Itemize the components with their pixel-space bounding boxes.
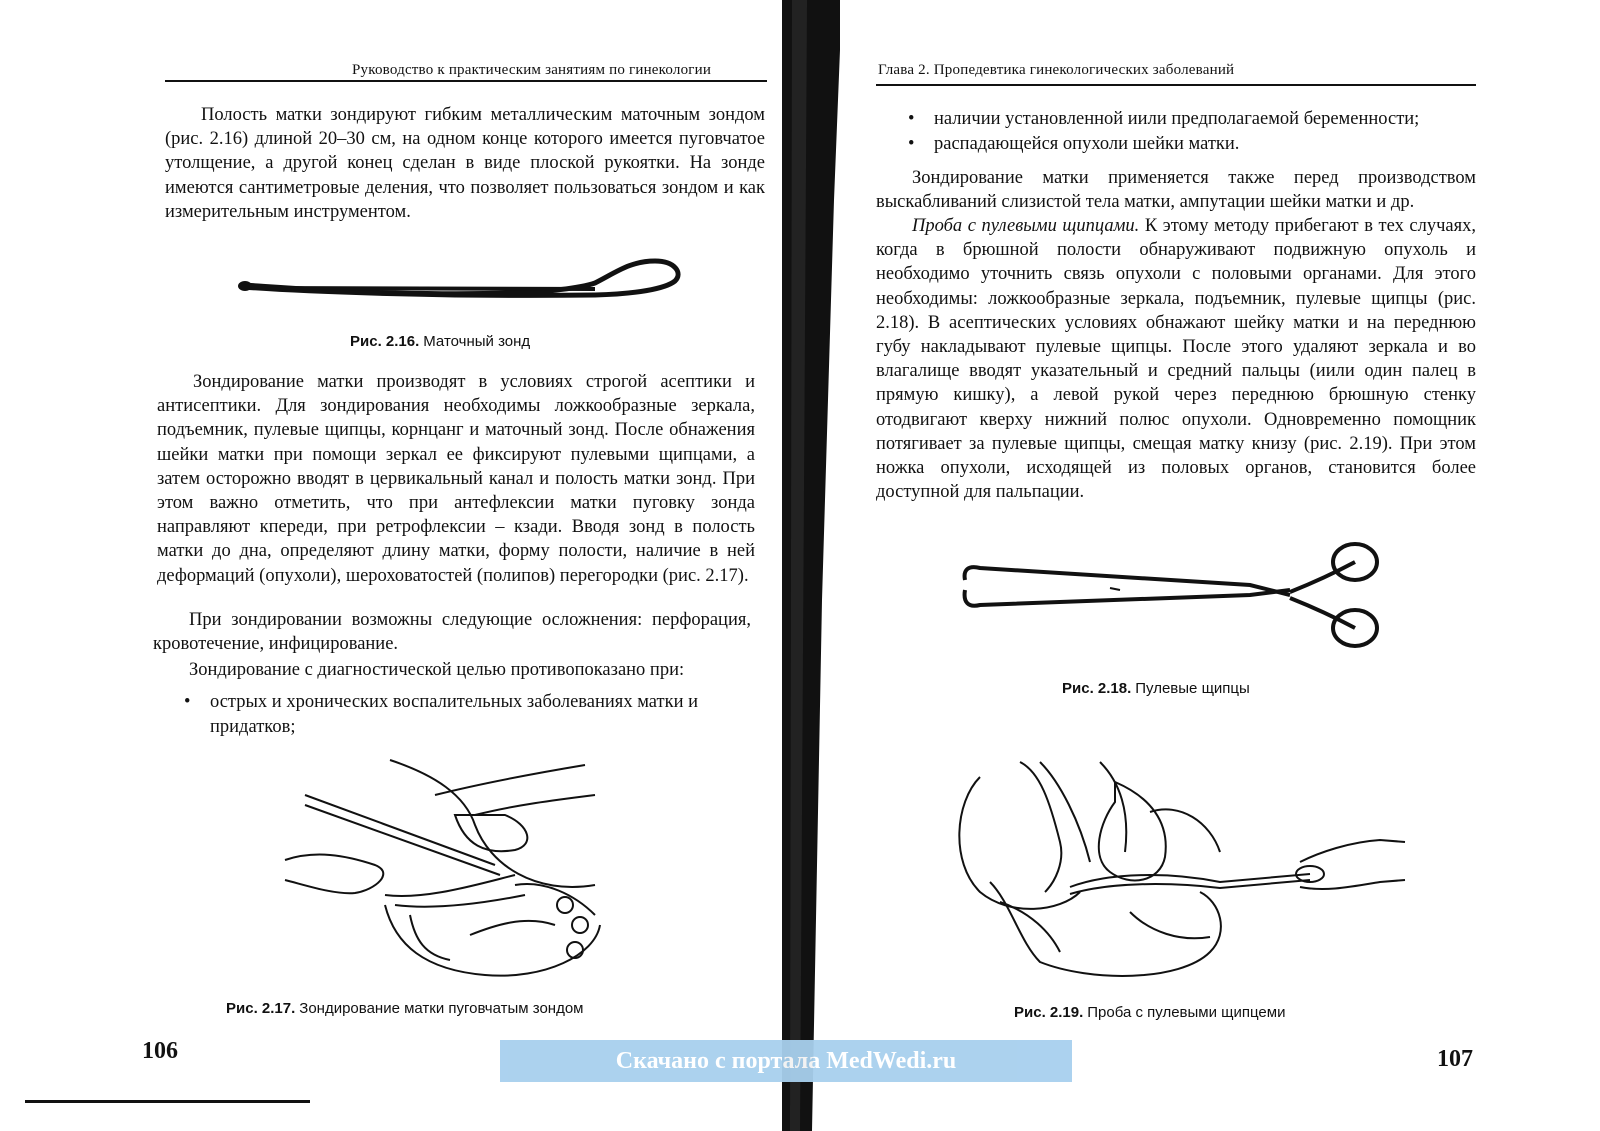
paragraph-2-left: Зондирование матки производят в условиях строгой асептики и антисептики. Для зондирования необходимы ложкообразные зеркала, подъемник, пулевые щипцы, корнцанг и маточный зонд. После обнажения шейки матки при помощи зеркал ее фиксируют пулевыми щипцами, а затем осторожно вводят в цервикальный канал и полость матки зонд. При этом важно отметить, что при антефлексии матки пуговку зонда направляют кпереди, при ретрофлексии – кзади. Вводя зонд в полость матки до дна, определяют длину матки, форму полости, наличие в ней деформаций (опухоли), шероховатостей (полипов) перегородки (рис. 2.17). bbox=[157, 372, 755, 586]
running-head-right: Глава 2. Пропедевтика гинекологических заболеваний bbox=[878, 62, 1235, 78]
bullet-forceps-test-heading: Проба с пулевыми щипцами. bbox=[912, 216, 1140, 236]
list-item: • распадающейся опухоли шейки матки. bbox=[906, 132, 1486, 157]
fig-2-18-caption: Рис. 2.18. Пулевые щипцы bbox=[1062, 680, 1250, 697]
list-item: • наличии установленной иили предполагаемой беременности; bbox=[906, 107, 1486, 132]
paragraph-1-right: Зондирование матки применяется также перед производством выскабливаний слизистой тела матки, ампутации шейки матки и др. bbox=[876, 168, 1476, 213]
contraindications-list-right bbox=[906, 107, 1486, 156]
left-page bbox=[0, 0, 790, 1131]
uterine-probing-figure bbox=[275, 755, 615, 985]
bullet-forceps-test-figure bbox=[950, 742, 1410, 987]
header-rule-left bbox=[165, 80, 767, 82]
running-head-left: Руководство к практическим занятиям по гинекологии bbox=[352, 62, 712, 78]
bottom-rule-left bbox=[25, 1100, 310, 1103]
paragraph-1-left: Полость матки зондируют гибким металлическим маточным зондом (рис. 2.16) длиной 20–30 см, на одном конце которого имеется пуговчатое утолщение, а другой конец сделан в виде плоской рукоятки. На зонде имеются сантиметровые деления, что позволяет пользоваться зондом и как измерительным инструментом. bbox=[165, 105, 765, 222]
uterine-probe-figure bbox=[235, 255, 685, 315]
fig-2-19-caption: Рис. 2.19. Проба с пулевыми щипцеми bbox=[1014, 1004, 1286, 1021]
page-number-left: 106 bbox=[142, 1038, 178, 1064]
bullet-forceps-figure bbox=[960, 540, 1390, 665]
contraindications-list-left bbox=[182, 690, 752, 739]
list-item: • острых и хронических воспалительных заболеваниях матки и придатков; bbox=[182, 690, 752, 739]
header-rule-right bbox=[876, 84, 1476, 86]
paragraph-3-left: При зондировании возможны следующие осложнения: перфорация, кровотечение, инфицирование. bbox=[153, 610, 751, 655]
right-page bbox=[840, 0, 1600, 1131]
book-gutter bbox=[782, 0, 842, 1131]
paragraph-4-left: Зондирование с диагностической целью противопоказано при: bbox=[189, 660, 685, 680]
fig-2-17-caption: Рис. 2.17. Зондирование матки пуговчатым зондом bbox=[226, 1000, 584, 1017]
paragraph-2-right: Проба с пулевыми щипцами. К этому методу прибегают в тех случаях, когда в брюшной полости обнаруживают подвижную опухоль и необходимо уточнить связь опухоли с половыми органами. Для этого необходимы: ложкообразные зеркала, подъемник, пулевые щипцы (рис. 2.18). В асептических условиях обнажают шейку матки и на переднюю губу накладывают пулевые щипцы. После этого удаляют зеркала и во влагалище вводят указательный и средний пальцы (иили один палец в прямую кишку), а левой рукой через переднюю брюшную стенку отодвигают кверху нижний полюс опухоли. Одновременно помощник потягивает за пулевые щипцы, смещая матку книзу (рис. 2.19). При этом ножка опухоли, исходящей из половых органов, становится более доступной для пальпации. bbox=[876, 216, 1476, 503]
download-watermark: Скачано с портала MedWedi.ru bbox=[500, 1040, 1072, 1082]
fig-2-16-caption: Рис. 2.16. Маточный зонд bbox=[350, 333, 531, 350]
page-number-right: 107 bbox=[1437, 1046, 1473, 1072]
